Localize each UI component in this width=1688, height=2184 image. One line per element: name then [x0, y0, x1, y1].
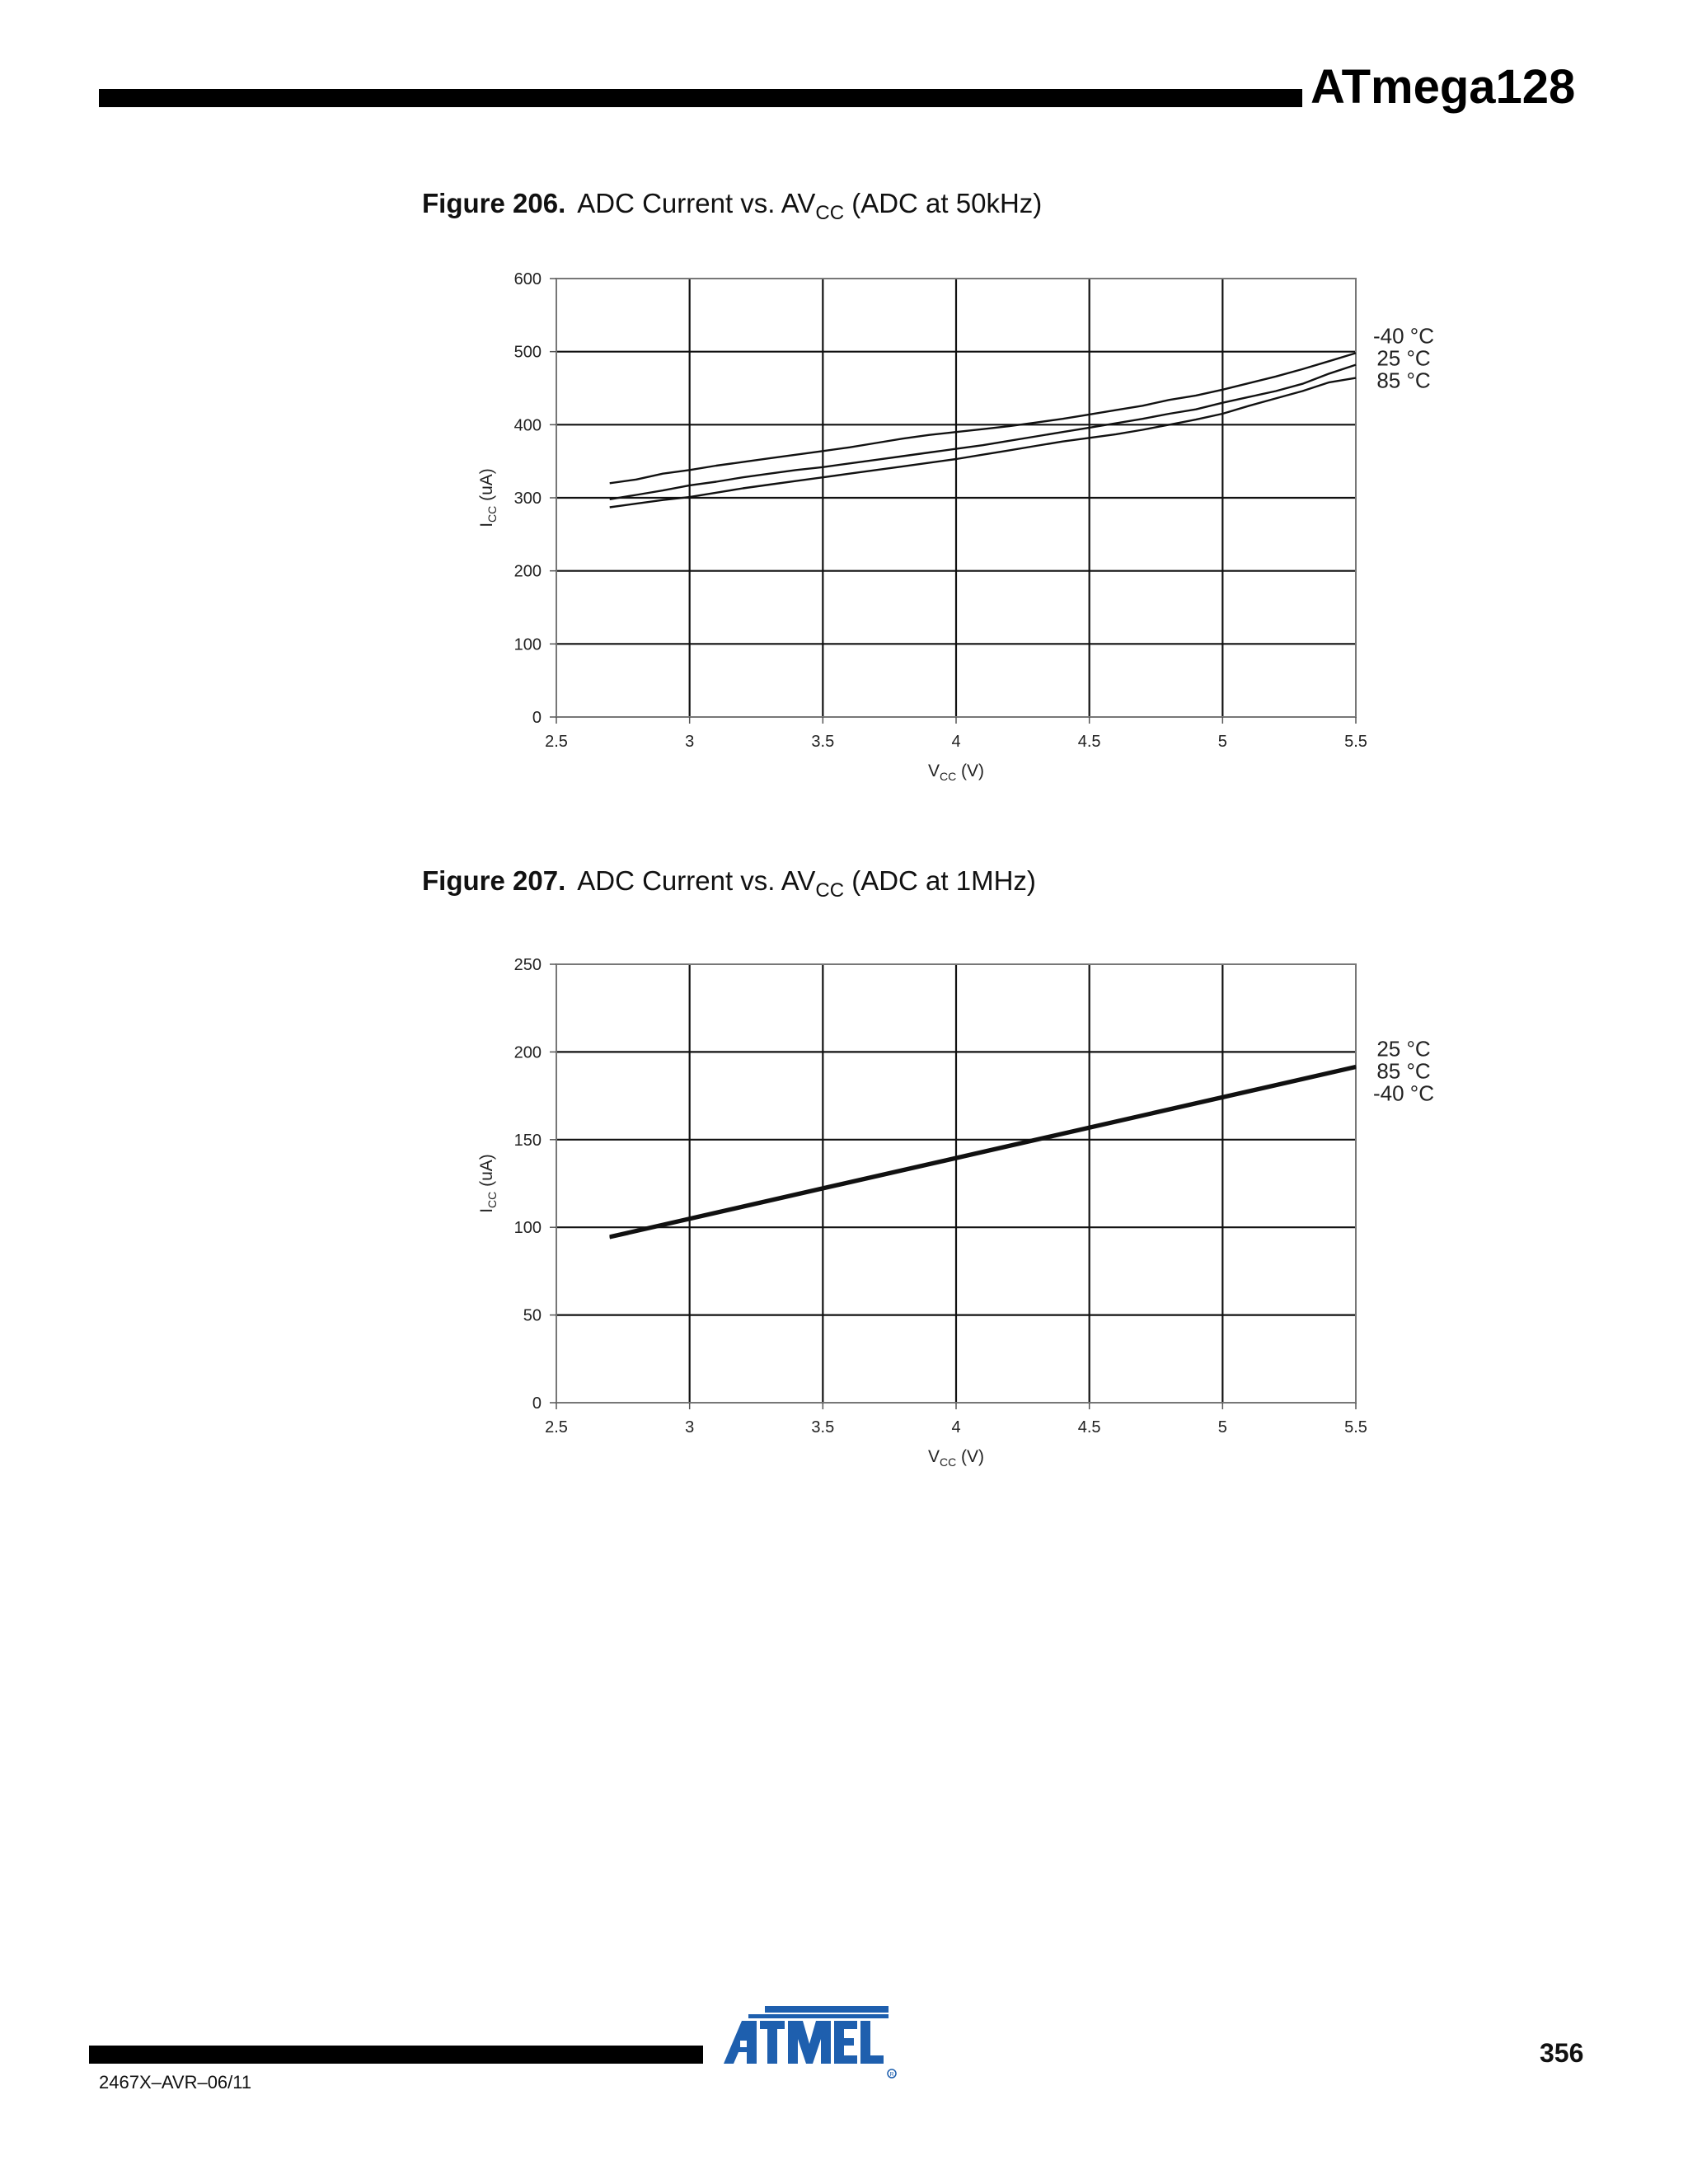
- y-tick-label: 200: [513, 562, 542, 581]
- x-axis-label-tail: (V): [956, 762, 985, 780]
- y-axis-label-tail: (uA): [477, 1154, 496, 1192]
- y-tick-label: 300: [513, 490, 542, 508]
- y-tick-label: 50: [523, 1306, 542, 1325]
- figure-title: ADC Current vs. AV: [577, 188, 816, 218]
- figure-title: ADC Current vs. AV: [577, 865, 816, 896]
- x-tick-label: 3.5: [811, 1418, 835, 1436]
- header-rule: [99, 89, 1302, 107]
- x-tick-label: 4.5: [1077, 733, 1101, 751]
- x-tick-label: 4.5: [1077, 1418, 1101, 1436]
- figure-207-caption: [422, 865, 1036, 902]
- x-axis-label-main: V: [927, 1447, 940, 1466]
- y-tick-label: 100: [513, 1219, 542, 1238]
- y-axis-label-subscript: CC: [485, 1191, 499, 1208]
- series-line-2: [610, 1068, 1356, 1238]
- y-axis-label-main: I: [477, 522, 496, 527]
- y-axis-label-tail: (uA): [477, 468, 496, 506]
- figure-title-subscript: CC: [815, 879, 845, 902]
- series-label: 85 °C: [1376, 1058, 1431, 1084]
- y-tick-label: 0: [532, 709, 542, 727]
- x-tick-label: 3: [685, 1418, 695, 1436]
- x-axis-label-subscript: CC: [939, 1455, 957, 1469]
- x-tick-label: 4: [951, 1418, 961, 1436]
- figure-title-tail: (ADC at 1MHz): [844, 865, 1036, 896]
- x-tick-label: 5: [1217, 1418, 1227, 1436]
- series-label: -40 °C: [1373, 1080, 1434, 1106]
- adc-current-1mhz-chart: [445, 949, 1467, 1469]
- x-axis-label: [928, 762, 984, 783]
- series-label: 85 °C: [1376, 368, 1431, 393]
- figure-206-caption: [422, 188, 1043, 224]
- y-tick-label: 600: [513, 270, 542, 288]
- y-axis-label: [477, 468, 499, 527]
- figure-number: Figure 206.: [422, 188, 566, 218]
- chart-svg: [445, 949, 1467, 1469]
- y-axis-label-main: I: [477, 1207, 496, 1213]
- y-tick-label: 100: [513, 635, 542, 654]
- chart-svg: [445, 264, 1467, 783]
- x-tick-label: 2.5: [545, 733, 568, 751]
- figure-title-subscript: CC: [815, 202, 845, 224]
- atmel-logo: [724, 2004, 897, 2079]
- document-title: ATmega128: [1311, 60, 1576, 114]
- series-label: 25 °C: [1376, 1036, 1431, 1062]
- adc-current-50khz-chart: [445, 264, 1467, 783]
- x-tick-label: 3: [685, 733, 695, 751]
- y-axis-label-subscript: CC: [485, 505, 499, 523]
- x-axis-label-tail: (V): [956, 1447, 985, 1466]
- x-tick-label: 5.5: [1344, 733, 1367, 751]
- page-number: 356: [1540, 2038, 1584, 2068]
- x-axis-label-main: V: [927, 762, 940, 780]
- x-tick-label: 3.5: [811, 733, 835, 751]
- x-tick-label: 4: [951, 733, 961, 751]
- figure-number: Figure 207.: [422, 865, 566, 896]
- y-tick-label: 250: [513, 956, 542, 974]
- x-axis-label: [928, 1447, 984, 1469]
- y-axis-label: [477, 1154, 499, 1213]
- figure-title-tail: (ADC at 50kHz): [844, 188, 1043, 218]
- y-tick-label: 0: [532, 1394, 542, 1413]
- x-tick-label: 5: [1217, 733, 1227, 751]
- y-tick-label: 150: [513, 1131, 542, 1150]
- series-label: 25 °C: [1376, 345, 1431, 371]
- y-tick-label: 400: [513, 416, 542, 435]
- series-line-0: [610, 353, 1356, 483]
- y-tick-label: 200: [513, 1043, 542, 1062]
- svg-text:R: R: [889, 2072, 894, 2078]
- series-label: -40 °C: [1373, 323, 1434, 349]
- x-tick-label: 5.5: [1344, 1418, 1367, 1436]
- x-axis-label-subscript: CC: [939, 770, 957, 783]
- document-code: 2467X–AVR–06/11: [99, 2072, 252, 2093]
- footer-rule: [89, 2046, 703, 2064]
- x-tick-label: 2.5: [545, 1418, 568, 1436]
- y-tick-label: 500: [513, 343, 542, 362]
